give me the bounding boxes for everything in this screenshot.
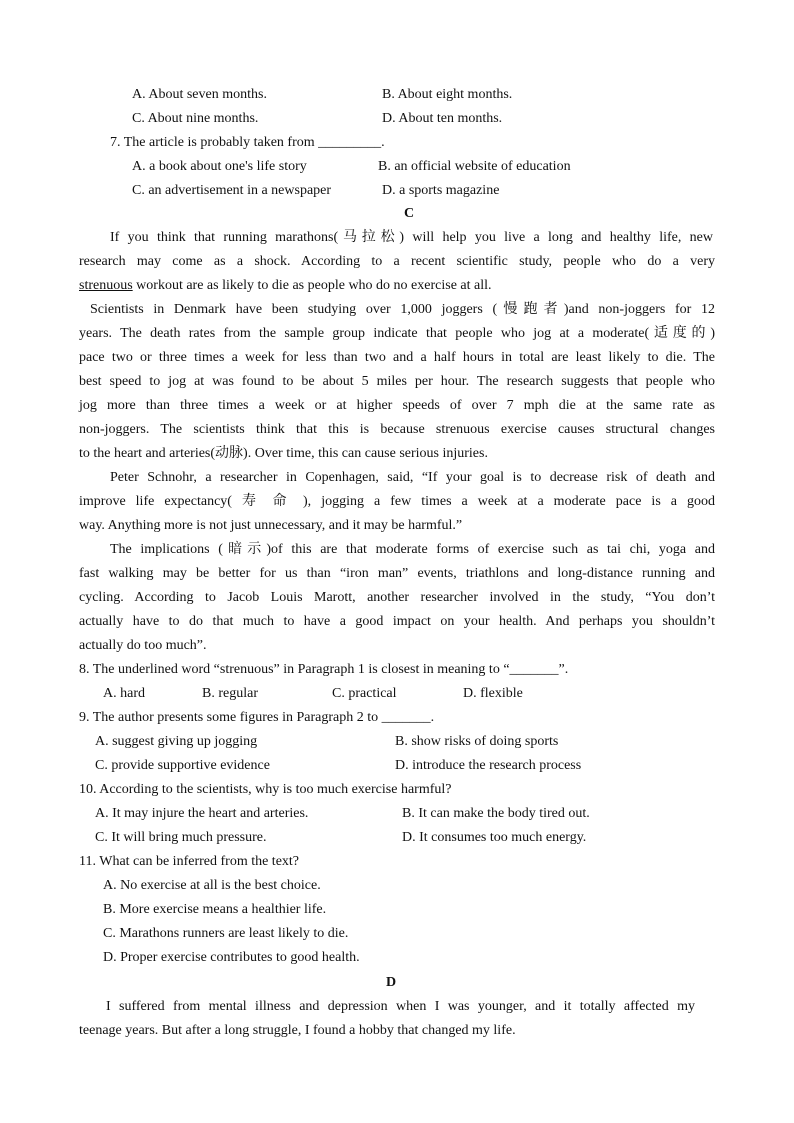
c-p1-line2: research may come as a shock. According to a recent scientific study, people who do a very bbox=[79, 254, 715, 269]
q7-stem: 7. The article is probably taken from _________. bbox=[110, 135, 385, 150]
c-p2-line4: best speed to jog at was found to be about 5 miles per hour. The research suggests that people who bbox=[79, 374, 715, 389]
q11-option-d: D. Proper exercise contributes to good health. bbox=[103, 950, 360, 965]
q11-option-a: A. No exercise at all is the best choice. bbox=[103, 878, 321, 893]
c-p2-line3: pace two or three times a week for less than two and a half hours in total are least likely to die. The bbox=[79, 350, 715, 365]
q6-option-c: C. About nine months. bbox=[132, 111, 259, 126]
q8-option-c: C. practical bbox=[332, 686, 397, 701]
q9-option-b: B. show risks of doing sports bbox=[395, 734, 559, 749]
c-p2-line7: to the heart and arteries(动脉). Over time, this can cause serious injuries. bbox=[79, 446, 488, 461]
q6-option-d: D. About ten months. bbox=[382, 111, 503, 126]
c-p2-line5: jog more than three times a week or at higher speeds of over 7 mph die at the same rate as bbox=[79, 398, 715, 413]
section-d-heading: D bbox=[385, 975, 397, 990]
c-p4-line1: The implications (暗示)of this are that moderate forms of exercise such as tai chi, yoga and bbox=[110, 542, 715, 557]
c-p4-line4: actually have to do that much to have a good impact on your health. And perhaps you shouldn’t bbox=[79, 614, 715, 629]
c-p3-line3: way. Anything more is not just unnecessary, and it may be harmful.” bbox=[79, 518, 463, 533]
q10-option-c: C. It will bring much pressure. bbox=[95, 830, 267, 845]
c-p4-line5: actually do too much”. bbox=[79, 638, 207, 653]
c-p3-line2: improve life expectancy( 寿 命 ), jogging a few times a week at a moderate pace is a good bbox=[79, 494, 715, 509]
c-p2-line6: non-joggers. The scientists think that this is because strenuous exercise causes structural changes bbox=[79, 422, 715, 437]
q11-option-c: C. Marathons runners are least likely to die. bbox=[103, 926, 349, 941]
q7-option-c: C. an advertisement in a newspaper bbox=[132, 183, 332, 198]
q7-option-a: A. a book about one's life story bbox=[132, 159, 307, 174]
q11-option-b: B. More exercise means a healthier life. bbox=[103, 902, 327, 917]
q7-option-b: B. an official website of education bbox=[378, 159, 571, 174]
c-p1-line1: If you think that running marathons(马拉松) will help you live a long and healthy life, new bbox=[110, 230, 713, 245]
q9-option-a: A. suggest giving up jogging bbox=[95, 734, 258, 749]
q9-stem: 9. The author presents some figures in Paragraph 2 to _______. bbox=[79, 710, 435, 725]
q6-option-a: A. About seven months. bbox=[132, 87, 267, 102]
q11-stem: 11. What can be inferred from the text? bbox=[79, 854, 300, 869]
q9-option-c: C. provide supportive evidence bbox=[95, 758, 270, 773]
c-p3-line1: Peter Schnohr, a researcher in Copenhagen, said, “If your goal is to decrease risk of death and bbox=[110, 470, 715, 485]
underlined-word-strenuous: strenuous bbox=[79, 278, 133, 293]
c-p4-line2: fast walking may be better for us than “iron man” events, triathlons and long-distance running and bbox=[79, 566, 715, 581]
c-p2-line1: Scientists in Denmark have been studying over 1,000 joggers (慢跑者)and non-joggers for 12 bbox=[90, 302, 715, 317]
c-p1-line3: strenuous workout are as likely to die as people who do no exercise at all. bbox=[79, 278, 492, 293]
q8-option-d: D. flexible bbox=[463, 686, 523, 701]
c-p2-line2: years. The death rates from the sample group indicate that people who jog at a moderate(适度的) bbox=[79, 326, 715, 341]
d-p1-line2: teenage years. But after a long struggle, I found a hobby that changed my life. bbox=[79, 1023, 516, 1038]
d-p1-line1: I suffered from mental illness and depression when I was younger, and it totally affected my bbox=[106, 999, 695, 1014]
q9-option-d: D. introduce the research process bbox=[395, 758, 582, 773]
q6-option-b: B. About eight months. bbox=[382, 87, 513, 102]
q8-option-a: A. hard bbox=[103, 686, 145, 701]
q10-stem: 10. According to the scientists, why is too much exercise harmful? bbox=[79, 782, 452, 797]
q10-option-d: D. It consumes too much energy. bbox=[402, 830, 587, 845]
section-c-heading: C bbox=[403, 206, 415, 221]
q7-option-d: D. a sports magazine bbox=[382, 183, 500, 198]
q8-option-b: B. regular bbox=[202, 686, 258, 701]
q8-stem: 8. The underlined word “strenuous” in Paragraph 1 is closest in meaning to “_______”. bbox=[79, 662, 569, 677]
c-p4-line3: cycling. According to Jacob Louis Marott, another researcher involved in the study, “You don’t bbox=[79, 590, 715, 605]
q10-option-a: A. It may injure the heart and arteries. bbox=[95, 806, 309, 821]
q10-option-b: B. It can make the body tired out. bbox=[402, 806, 590, 821]
